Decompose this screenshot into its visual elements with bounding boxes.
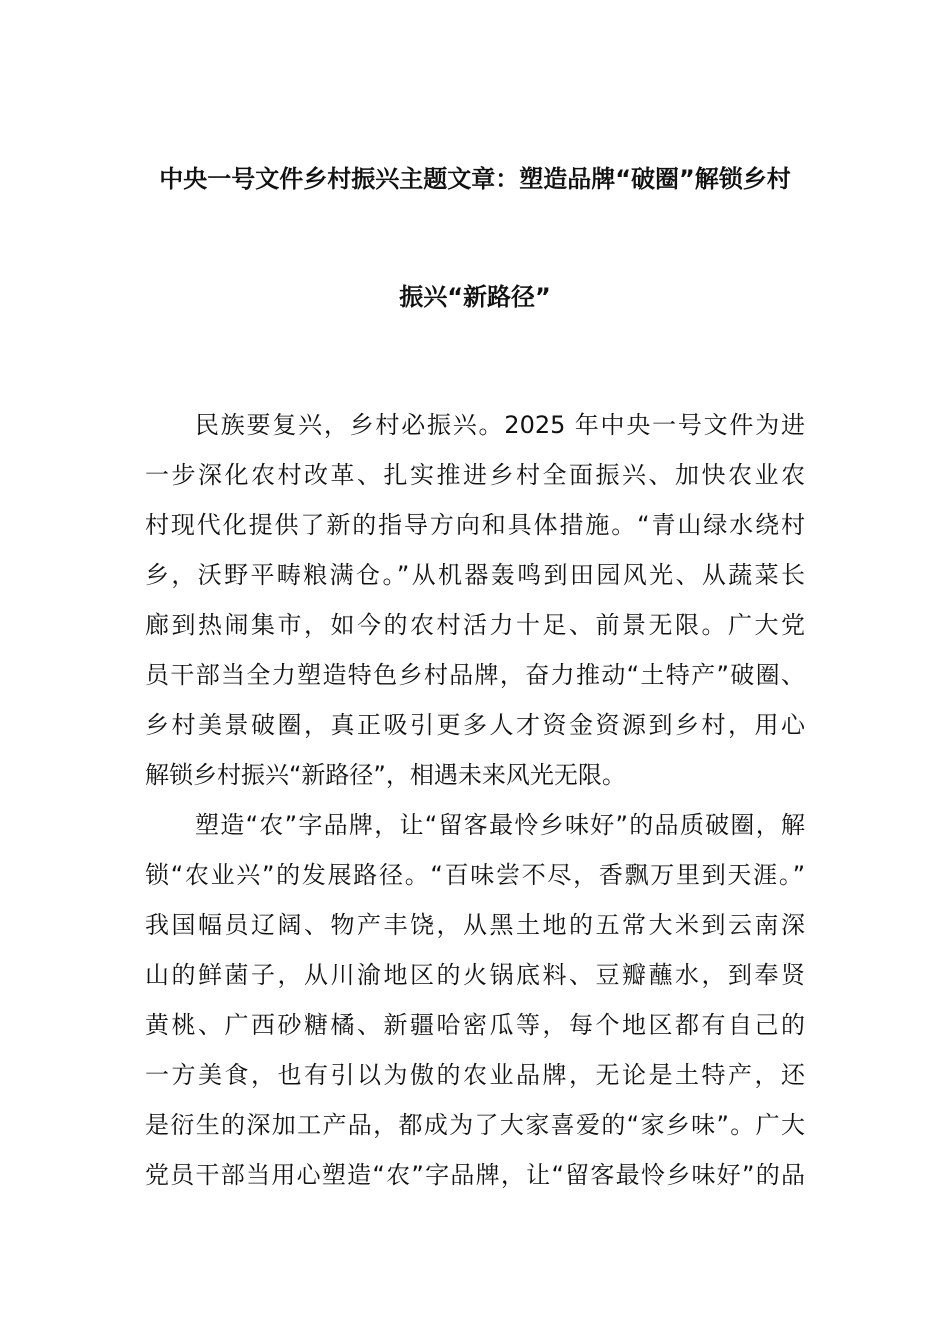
paragraph-line: 廊到热闹集市，如今的农村活力十足、前景无限。广大党 [145,611,805,639]
paragraph-line: 乡村美景破圈，真正吸引更多人才资金资源到乡村，用心 [145,711,805,739]
paragraph-line: 山的鲜菌子，从川渝地区的火锅底料、豆瓣蘸水，到奉贤 [145,961,805,989]
paragraph-line: 乡，沃野平畴粮满仓。”从机器轰鸣到田园风光、从蔬菜长 [145,561,805,589]
document-body [145,400,805,1200]
paragraph-line: 一步深化农村改革、扎实推进乡村全面振兴、加快农业农 [145,461,805,489]
paragraph-line: 黄桃、广西砂糖橘、新疆哈密瓜等，每个地区都有自己的 [145,1011,805,1039]
paragraph-line: 党员干部当用心塑造“农”字品牌，让“留客最怜乡味好”的品 [145,1161,805,1189]
paragraph-line: 村现代化提供了新的指导方向和具体措施。“青山绿水绕村 [145,511,805,539]
paragraph-2 [145,800,805,1200]
paragraph-line: 解锁乡村振兴“新路径”，相遇未来风光无限。 [145,761,626,789]
document-title-line-1: 中央一号文件乡村振兴主题文章：塑造品牌“破圈”解锁乡村 [159,165,791,193]
document-title-line-2: 振兴“新路径” [399,283,551,311]
paragraph-line: 民族要复兴，乡村必振兴。2025 年中央一号文件为进 [195,411,805,439]
paragraph-line: 员干部当全力塑造特色乡村品牌，奋力推动“土特产”破圈、 [145,661,805,689]
paragraph-line: 一方美食，也有引以为傲的农业品牌，无论是土特产，还 [145,1061,805,1089]
paragraph-line: 是衍生的深加工产品，都成为了大家喜爱的“家乡味”。广大 [145,1111,805,1139]
paragraph-line: 塑造“农”字品牌，让“留客最怜乡味好”的品质破圈，解 [195,811,805,839]
paragraph-line: 我国幅员辽阔、物产丰饶，从黑土地的五常大米到云南深 [145,911,805,939]
paragraph-line: 锁“农业兴”的发展路径。“百味尝不尽，香飘万里到天涯。” [145,861,805,889]
paragraph-1 [145,400,805,800]
